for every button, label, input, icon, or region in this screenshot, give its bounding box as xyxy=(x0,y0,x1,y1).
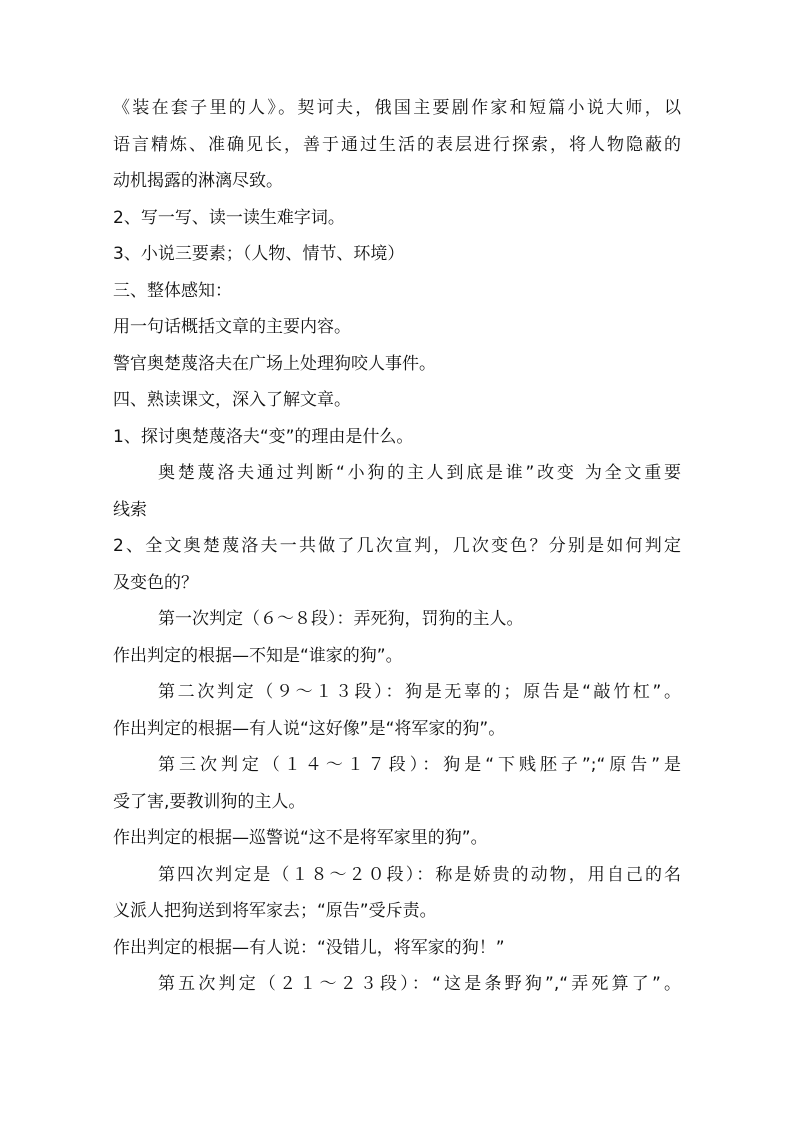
section-heading-4: 四、熟读课文，深入了解文章。 xyxy=(113,390,351,410)
text-line-7: 用一句话概括文章的主要内容。 xyxy=(113,317,351,337)
text-line-11: 奥楚蔑洛夫通过判断“小狗的主人到底是谁”改变 为全文重要 xyxy=(158,463,681,483)
section-heading-3: 三、整体感知： xyxy=(113,280,232,301)
text-line-21: 作出判定的根据—巡警说“这不是将军家里的狗”。 xyxy=(113,828,488,848)
text-line-8: 警官奥楚蔑洛夫在广场上处理狗咬人事件。 xyxy=(113,353,436,374)
text-line-18: 作出判定的根据—有人说“这好像”是“将军家的狗”。 xyxy=(113,718,506,739)
text-line-22: 第四次判定是（１８～２０段）：称是娇贵的动物，用自己的名 xyxy=(158,864,681,885)
text-line-13: 2、全文奥楚蔑洛夫一共做了几次宣判，几次变色？分别是如何判定 xyxy=(113,536,681,556)
text-line-19: 第三次判定（１４～１７段）：狗是“下贱胚子”;“原告”是 xyxy=(158,755,681,775)
text-line-20: 受了害,要教训狗的主人。 xyxy=(113,791,306,812)
text-line-16: 作出判定的根据—不知是“谁家的狗”。 xyxy=(113,645,403,666)
text-line-1: 《装在套子里的人》。契诃夫，俄国主要剧作家和短篇小说大师，以 xyxy=(113,98,681,118)
text-line-2: 语言精炼、准确见长，善于通过生活的表层进行探索，将人物隐蔽的 xyxy=(113,134,681,155)
text-line-5: 3、小说三要素；（人物、情节、环境） xyxy=(113,244,405,264)
text-line-3: 动机揭露的淋漓尽致。 xyxy=(113,171,283,191)
text-line-12: 线索 xyxy=(113,499,147,520)
text-line-14: 及变色的？ xyxy=(113,572,198,593)
text-line-17: 第二次判定（９～１３段）：狗是无辜的；原告是“敲竹杠”。 xyxy=(158,682,681,702)
text-line-24: 作出判定的根据—有人说：“没错儿，将军家的狗！” xyxy=(113,937,505,958)
document-body xyxy=(113,90,681,1003)
text-line-15: 第一次判定（６～８段）：弄死狗，罚狗的主人。 xyxy=(158,609,524,629)
text-line-23: 义派人把狗送到将军家去；“原告”受斥责。 xyxy=(113,901,437,921)
text-line-4: 2、写一写、读一读生难字词。 xyxy=(113,207,345,228)
text-line-25: 第五次判定（２１～２３段）：“这是条野狗”,“弄死算了”。 xyxy=(158,974,681,994)
text-line-10: 1、探讨奥楚蔑洛夫“变”的理由是什么。 xyxy=(113,426,414,447)
